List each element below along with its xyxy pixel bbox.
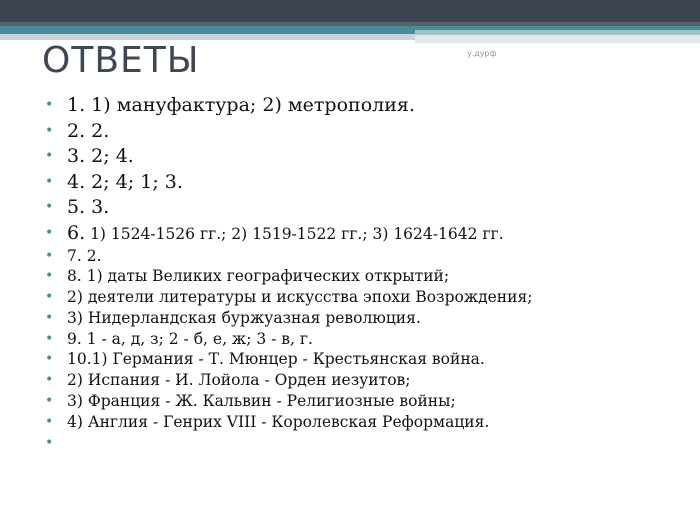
answer-item: [45, 391, 685, 412]
answer-text: 4. 2; 4; 1; 3.: [67, 170, 183, 193]
bullet-icon: •: [45, 199, 54, 215]
bullet-icon: •: [45, 434, 54, 451]
answer-item: [45, 246, 685, 267]
bullet-icon: •: [45, 330, 54, 347]
watermark-text: у.дурф: [467, 49, 497, 58]
bullet-icon: •: [45, 148, 54, 164]
answer-text: 9. 1 - а, д, з; 2 - б, е, ж; 3 - в, г.: [67, 329, 313, 348]
answer-item: [45, 370, 685, 391]
answer-text: 3. 2; 4.: [67, 145, 134, 167]
answer-item: [45, 349, 685, 370]
bullet-icon: •: [45, 224, 54, 241]
answer-item: [45, 170, 685, 196]
answer-text: 1) 1524-1526 гг.; 2) 1519-1522 гг.; 3) 1624-1642 гг.: [85, 224, 504, 243]
answer-text: 3) Нидерландская буржуазная революция.: [67, 308, 421, 327]
bullet-icon: •: [45, 173, 54, 190]
bullet-icon: •: [45, 122, 54, 139]
answer-item: [45, 119, 685, 145]
answer-item: [45, 412, 685, 433]
bullet-icon: •: [45, 309, 54, 326]
answer-text: 2) Испания - И. Лойола - Орден иезуитов;: [67, 371, 411, 390]
answer-item: [45, 266, 685, 287]
answer-number: 6.: [67, 221, 86, 244]
header-pale-stripe: [415, 35, 700, 43]
answer-text: 7. 2.: [67, 246, 102, 265]
bullet-icon: •: [45, 351, 54, 368]
answer-item: [45, 93, 685, 119]
bullet-icon: •: [45, 268, 54, 285]
answer-text: 10.1) Германия - Т. Мюнцер - Крестьянская война.: [67, 350, 485, 369]
answers-list: [45, 93, 685, 453]
bullet-icon: •: [45, 247, 54, 264]
answer-text: 2) деятели литературы и искусства эпохи Возрождения;: [67, 288, 533, 307]
answer-item: [45, 308, 685, 329]
answer-text: 4) Англия - Генрих VIII - Королевская Реформация.: [67, 412, 490, 431]
answer-item: [45, 287, 685, 308]
header-band: [0, 0, 700, 22]
answer-text: 3) Франция - Ж. Кальвин - Религиозные войны;: [67, 392, 456, 411]
slide-title: ОТВЕТЫ: [42, 40, 200, 81]
answer-text: 5. 3.: [67, 196, 110, 218]
bullet-icon: •: [45, 372, 54, 389]
answer-text: 2. 2.: [67, 119, 110, 142]
bullet-icon: •: [45, 413, 54, 430]
bullet-icon: •: [45, 289, 54, 306]
bullet-icon: •: [45, 97, 54, 113]
answer-item: [45, 329, 685, 350]
answer-text: 8. 1) даты Великих географических открытий;: [67, 267, 450, 286]
bullet-icon: •: [45, 393, 54, 410]
answer-item: [45, 195, 685, 221]
answer-item-empty: [45, 433, 685, 454]
answer-text: 1. 1) мануфактура; 2) метрополия.: [67, 94, 415, 116]
answer-item: [45, 144, 685, 170]
answer-item: [45, 221, 685, 246]
